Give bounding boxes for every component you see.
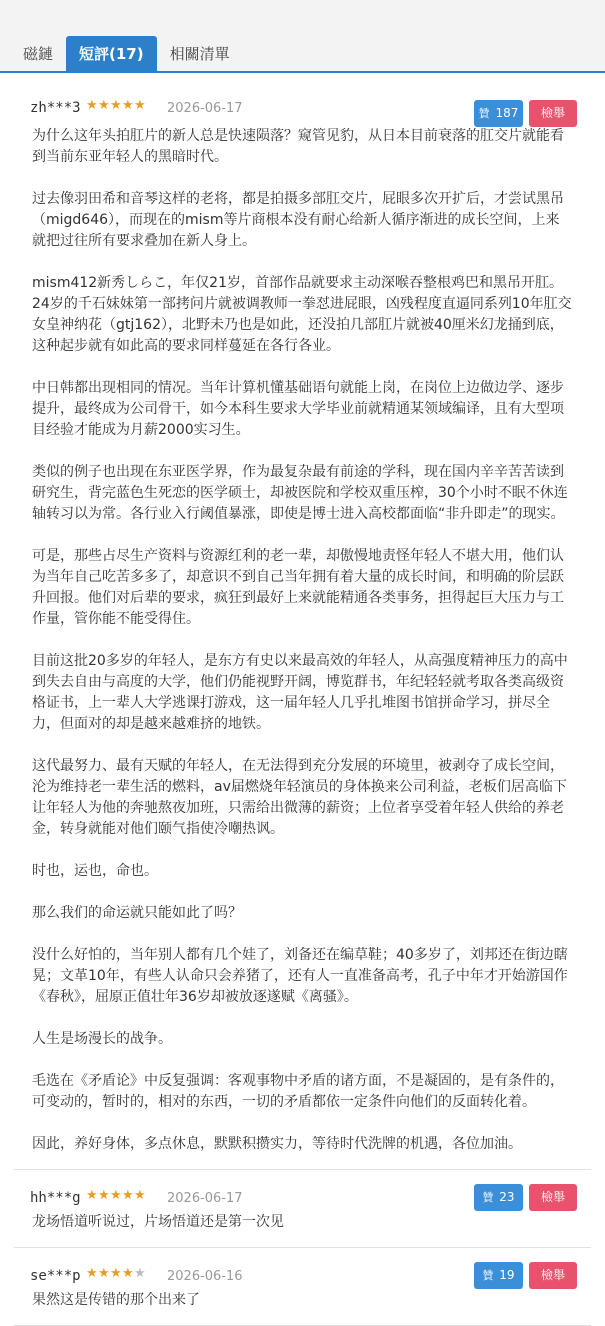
report-button[interactable]: 檢舉 [529,1184,577,1211]
review-paragraph: 可是，那些占尽生产资料与资源红利的老一辈，却傲慢地责怪年轻人不堪大用，他们认为当年自己吃苦多多了，却意识不到自己当年拥有着大量的成长时间，和明确的阶层跃升回报。他们对后辈的要求，疯狂到最好上来就能精通各类事务，担得起巨大压力与工作量，管你能不能受得住。 [32,548,564,627]
star-icon: ★ [86,1266,98,1281]
like-label: 贊 [482,1191,494,1204]
tab-magnet[interactable]: 磁鏈 [23,45,54,63]
star-icon: ★ [134,1188,146,1203]
star-icon: ★ [86,98,98,113]
rating-stars [86,99,146,113]
star-icon: ★ [98,1188,110,1203]
review-item [14,80,591,1170]
like-count: 19 [499,1268,515,1282]
star-icon: ★ [122,1266,134,1281]
review-text: 果然这是传错的那个出来了 [32,1292,200,1308]
review-paragraph: 毛选在《矛盾论》中反复强调：客观事物中矛盾的诸方面，不是凝固的，是有条件的，可变动的，暂时的，相对的东西，一切的矛盾都依一定条件向他们的反面转化着。 [32,1073,564,1110]
review-paragraph: 为什么这年头拍肛片的新人总是快速陨落？窥管见豹，从日本目前衰落的肛交片就能看到当前东亚年轻人的黑暗时代。 [32,128,564,165]
review-paragraph: 目前这批20多岁的年轻人，是东方有史以来最高效的年轻人，从高强度精神压力的高中到失去自由与高度的大学，他们仍能视野开阔，博览群书，年纪轻轻就考取各类高级资格证书，上一辈人大学逃课打游戏，这一届年轻人几乎扎堆图书馆拼命学习，拼尽全力，但面对的却是越来越难挤的地铁。 [32,653,568,732]
review-paragraph: 时也，运也，命也。 [32,863,158,879]
review-date: 2026-06-17 [167,1191,243,1206]
review-paragraph: 这代最努力、最有天赋的年轻人，在无法得到充分发展的环境里，被剥夺了成长空间，沦为维持老一辈生活的燃料，av届燃烧年轻演员的身体换来公司利益，老板们居高临下让年轻人为他的奔驰熬夜加班，只需给出微薄的薪资；上位者享受着年轻人供给的养老金，转身就能对他们颐气指使冷嘲热讽。 [32,758,567,837]
review-header [14,1170,591,1212]
tab-list [10,36,243,72]
rating-stars [86,1189,146,1203]
review-date: 2026-06-16 [167,1269,243,1284]
review-header [14,1248,591,1290]
review-item [14,1248,591,1326]
like-label: 贊 [482,1269,494,1282]
report-button[interactable]: 檢舉 [529,1262,577,1289]
review-paragraph: 没什么好怕的，当年别人都有几个娃了，刘备还在编草鞋；40多岁了，刘邦还在街边瞎晃；文革10年，有些人认命只会养猪了，还有人一直准备高考，孔子中年才开始游国作《春秋》，屈原正值壮年36岁却被放逐遂赋《离骚》。 [32,947,568,1005]
like-count: 23 [499,1190,515,1204]
star-icon: ★ [110,1266,122,1281]
tab-bar [0,0,605,72]
review-list [14,80,591,1326]
star-icon: ★ [110,1188,122,1203]
review-paragraph: 因此，养好身体，多点休息，默默积攒实力，等待时代洗牌的机遇，各位加油。 [32,1136,522,1152]
star-icon: ★ [110,98,122,113]
review-paragraph: 人生是场漫长的战争。 [32,1031,172,1047]
tab-short-reviews[interactable]: 短評(17) [66,36,157,72]
star-icon: ★ [122,98,134,113]
star-icon: ★ [134,1266,146,1281]
report-button[interactable]: 檢舉 [529,100,577,127]
like-label: 贊 [478,107,490,120]
tab-related-lists[interactable]: 相關清單 [169,45,230,63]
star-icon: ★ [122,1188,134,1203]
review-paragraph: 过去像羽田希和音琴这样的老将，都是拍摄多部肛交片，屁眼多次开扩后，才尝试黑吊（migd646），而现在的mism等片商根本没有耐心给新人循序渐进的成长空间，上来就把过往所有要求叠加在新人身上。 [32,191,564,249]
review-paragraph: mism412新秀しらこ，年仅21岁，首部作品就要求主动深喉吞整根鸡巴和黑吊开肛。24岁的千石妹妹第一部拷问片就被调教师一拳怼进屁眼，凶残程度直逼同系列10年肛交女皇神纳花（gtj162），北野未乃也是如此，还没拍几部肛片就被40厘米幻龙捅到底，这种起步就有如此高的要求同样蔓延在各行各业。 [32,275,572,354]
star-icon: ★ [134,98,146,113]
like-button[interactable] [474,1184,523,1211]
review-username[interactable]: zh***3 [30,100,81,116]
review-paragraph: 那么我们的命运就只能如此了吗？ [32,905,242,921]
review-text: 龙场悟道听说过，片场悟道还是第一次见 [32,1214,284,1230]
rating-stars [86,1267,146,1281]
review-username[interactable]: se***p [30,1268,81,1284]
review-date: 2026-06-17 [167,101,243,116]
tab-underline [0,71,605,73]
star-icon: ★ [86,1188,98,1203]
review-item [14,1170,591,1248]
review-paragraph: 中日韩都出现相同的情况。当年计算机懂基础语句就能上岗，在岗位上边做边学、逐步提升，最终成为公司骨干，如今本科生要求大学毕业前就精通某领域编译，且有大型项目经验才能成为月薪2000实习生。 [32,380,564,438]
review-paragraph: 类似的例子也出现在东亚医学界，作为最复杂最有前途的学科，现在国内辛辛苦苦读到研究生，背完蓝色生死恋的医学硕士，却被医院和学校双重压榨，30个小时不眠不休连轴转习以为常。各行业入行阈值暴涨，即使是博士进入高校都面临“非升即走”的现实。 [32,464,568,522]
review-body [14,122,591,1169]
like-button[interactable] [474,100,523,127]
review-header [14,80,591,122]
star-icon: ★ [98,98,110,113]
star-icon: ★ [98,1266,110,1281]
review-username[interactable]: hh***g [30,1190,81,1206]
like-button[interactable] [474,1262,523,1289]
like-count: 187 [495,106,519,120]
